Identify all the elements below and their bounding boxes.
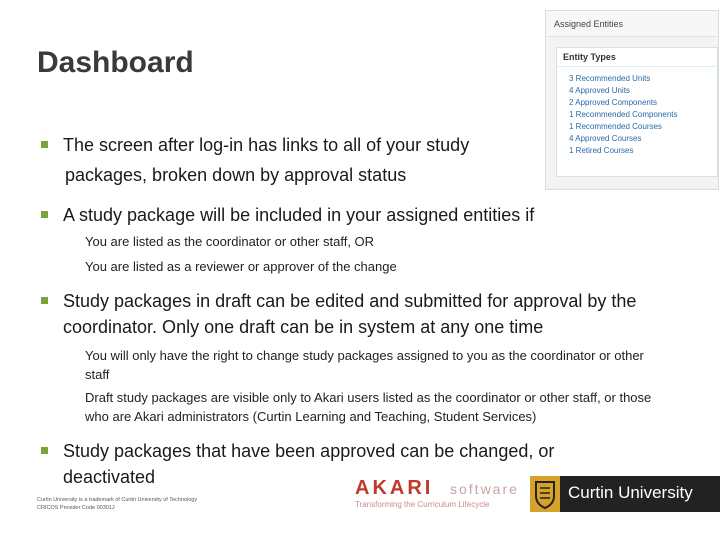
entity-type-link[interactable]: 3 Recommended Units xyxy=(569,74,651,83)
entity-type-link[interactable]: 1 Recommended Components xyxy=(569,110,678,119)
sub-bullet: You will only have the right to change study packages assigned to you as the coordinator or other staff xyxy=(85,348,644,382)
bullet-item: Study packages in draft can be edited and submitted for approval by the coordinator. Only one draft can be in system at any one time xyxy=(37,288,687,340)
akari-logo xyxy=(355,477,525,517)
entity-type-link[interactable]: 4 Approved Courses xyxy=(569,134,642,143)
sub-bullet: You are listed as a reviewer or approver of the change xyxy=(85,259,397,274)
sub-bullet: You are listed as the coordinator or other staff, OR xyxy=(85,234,375,249)
footer-line: CRICOS Provider Code 00301J xyxy=(37,505,115,511)
assigned-entities-header: Assigned Entities xyxy=(546,11,718,37)
bullet-item: Study packages that have been approved can be changed, or deactivated xyxy=(37,438,643,490)
akari-software-text: software xyxy=(450,481,519,497)
curtin-logo xyxy=(530,476,720,512)
bullet-marker xyxy=(41,297,48,304)
footer-line: Curtin University is a trademark of Curtin University of Technology xyxy=(37,497,198,503)
entity-type-link[interactable]: 1 Retired Courses xyxy=(569,146,634,155)
entity-type-link[interactable]: 1 Recommended Courses xyxy=(569,122,662,131)
crest-icon xyxy=(530,476,560,512)
sub-bullet: Draft study packages are visible only to Akari users listed as the coordinator or other staff, or those who are Akari administrators (Curtin Learning and Teaching, Student Services) xyxy=(85,390,652,424)
bullet-continuation: packages, broken down by approval status xyxy=(65,165,407,185)
curtin-wordmark: Curtin University xyxy=(568,483,693,502)
akari-wordmark: AKARI xyxy=(355,477,434,499)
bullet-marker xyxy=(41,211,48,218)
bullet-item: The screen after log-in has links to all of your study xyxy=(37,132,543,158)
bullet-list xyxy=(37,132,687,490)
entity-types-title: Entity Types xyxy=(557,48,717,67)
akari-tagline: Transforming the Curriculum Lifecycle xyxy=(355,500,490,509)
entity-type-link[interactable]: 2 Approved Components xyxy=(569,98,658,107)
page-title: Dashboard xyxy=(37,46,194,79)
footer-legal xyxy=(37,496,197,512)
bullet-item: A study package will be included in your assigned entities if xyxy=(37,202,687,228)
entity-type-link[interactable]: 4 Approved Units xyxy=(569,86,630,95)
bullet-marker xyxy=(41,141,48,148)
bullet-marker xyxy=(41,447,48,454)
